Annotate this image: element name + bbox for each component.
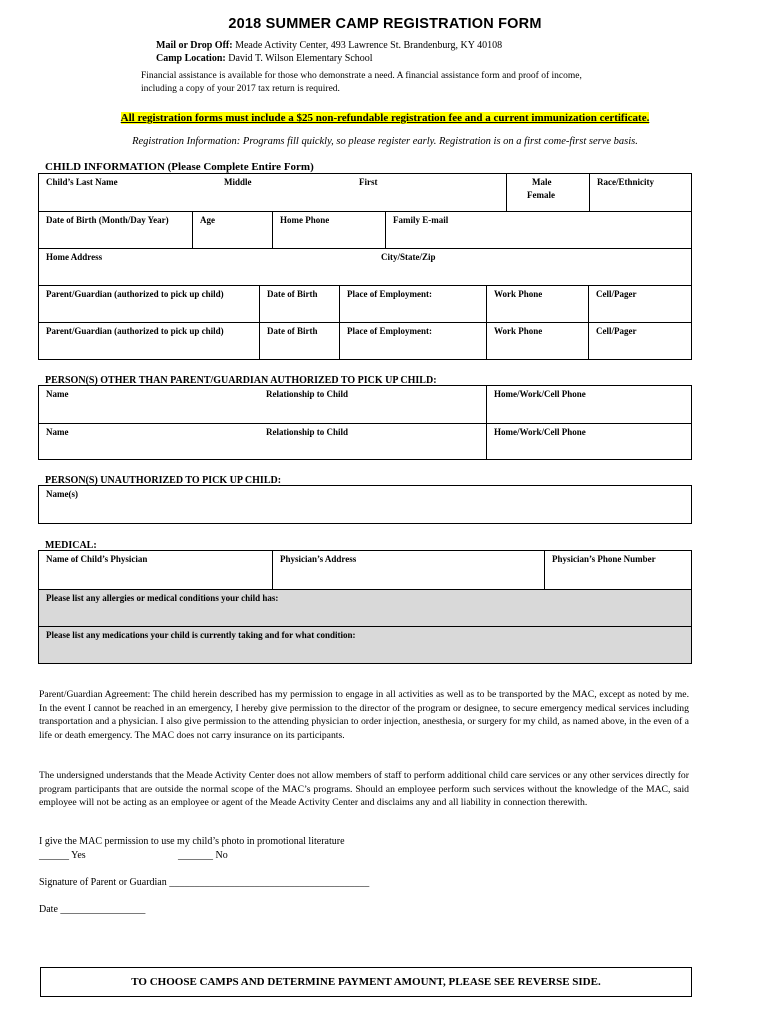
physician-address-label: Physician’s Address [280,554,357,564]
employment-cell[interactable] [339,286,486,322]
relationship-label: Relationship to Child [266,389,349,399]
cell-pager-label: Cell/Pager [596,326,637,336]
guardian-dob-label: Date of Birth [267,289,318,299]
child-info-title: CHILD INFORMATION (Please Complete Entire Form) [45,161,314,173]
camp-location: David T. Wilson Elementary School [228,52,373,64]
race-label: Race/Ethnicity [597,177,654,187]
physician-row [39,551,691,589]
fee-notice [0,108,770,126]
last-name-label: Child’s Last Name [46,177,118,187]
dob-row [39,211,691,248]
unauthorized-names-cell[interactable] [39,486,691,523]
city-state-zip-cell[interactable] [374,249,691,285]
work-phone-cell[interactable] [486,286,588,322]
home-phone-cell[interactable] [272,212,385,248]
contact-info [156,40,502,65]
dob-cell[interactable] [39,212,192,248]
relationship-cell[interactable] [259,424,486,460]
guardian-dob-cell[interactable] [259,323,339,359]
relationship-cell[interactable] [259,386,486,423]
home-address-label: Home Address [46,252,103,262]
medications-label: Please list any medications your child is currently taking and for what condition: [46,630,356,640]
guardian-label: Parent/Guardian (authorized to pick up child) [46,326,224,336]
age-label: Age [200,215,215,225]
physician-phone-label: Physician’s Phone Number [552,554,656,564]
family-email-cell[interactable] [385,212,691,248]
authorized-name-cell[interactable] [39,386,259,423]
signature-field[interactable]: Signature of Parent or Guardian ________________________________________ [39,877,370,888]
guardian-row-1 [39,285,691,322]
unauthorized-row [39,486,691,523]
child-name-row [39,174,691,211]
date-field[interactable]: Date _________________ [39,904,146,915]
authorized-phone-cell[interactable] [486,424,691,460]
employment-label: Place of Employment: [347,289,432,299]
address-row [39,248,691,285]
authorized-row-2 [39,423,691,460]
authorized-row-1 [39,386,691,423]
guardian-name-cell[interactable] [39,323,259,359]
middle-name-label: Middle [224,177,252,187]
medical-table [38,550,692,664]
financial-assistance-note [141,70,641,95]
gender-cell [506,174,589,211]
medications-row[interactable] [39,626,691,663]
work-phone-label: Work Phone [494,289,543,299]
guardian-dob-cell[interactable] [259,286,339,322]
guardian-label: Parent/Guardian (authorized to pick up child) [46,289,224,299]
unauthorized-title: PERSON(S) UNAUTHORIZED TO PICK UP CHILD: [45,475,282,486]
male-label: Male [532,177,552,187]
cell-pager-cell[interactable] [588,323,691,359]
cell-pager-label: Cell/Pager [596,289,637,299]
form-title: 2018 SUMMER CAMP REGISTRATION FORM [228,16,542,32]
physician-name-cell[interactable] [39,551,272,589]
financial-line-2: including a copy of your 2017 tax return is required. [141,83,340,94]
authorized-phone-label: Home/Work/Cell Phone [494,427,586,437]
liability-paragraph: The undersigned understands that the Meade Activity Center does not allow members of staff to perform additional child care services or any other services directly for program participants that are outside the normal scope of the MAC’s programs. Should an employee perform such services without the knowledge of the MAC, said employee will not be acting as an employee or agent of the Meade Activity Center and disclaims any and all liability in connection therewith. [39,770,689,808]
authorized-phone-cell[interactable] [486,386,691,423]
home-address-cell[interactable] [39,249,374,285]
employment-label: Place of Employment: [347,326,432,336]
mail-address: Meade Activity Center, 493 Lawrence St. Brandenburg, KY 40108 [235,40,503,51]
employment-cell[interactable] [339,323,486,359]
fee-notice-text: All registration forms must include a $25 non-refundable registration fee and a current immunization certificate. [120,112,650,124]
physician-name-label: Name of Child’s Physician [46,554,148,564]
photo-permission-text: I give the MAC permission to use my child’s photo in promotional literature [39,836,345,847]
cell-pager-cell[interactable] [588,286,691,322]
unauthorized-names-label: Name(s) [46,489,78,499]
camp-label: Camp Location: [156,52,226,64]
race-cell[interactable] [589,174,691,211]
authorized-name-label: Name [46,389,69,399]
physician-address-cell[interactable] [272,551,544,589]
authorized-name-cell[interactable] [39,424,259,460]
allergies-row[interactable] [39,589,691,626]
female-option[interactable] [527,190,559,200]
first-name-label: First [359,177,378,187]
photo-yes-field[interactable]: ______ Yes [39,850,86,861]
guardian-dob-label: Date of Birth [267,326,318,336]
work-phone-label: Work Phone [494,326,543,336]
guardian-row-2 [39,322,691,359]
reverse-side-notice: TO CHOOSE CAMPS AND DETERMINE PAYMENT AMOUNT, PLEASE SEE REVERSE SIDE. [40,967,692,997]
physician-phone-cell[interactable] [544,551,691,589]
family-email-label: Family E-mail [393,215,449,225]
authorized-phone-label: Home/Work/Cell Phone [494,389,586,399]
authorized-table [38,385,692,460]
financial-line-1: Financial assistance is available for those who demonstrate a need. A financial assistance form and proof of income, [141,71,582,81]
city-state-zip-label: City/State/Zip [381,252,436,262]
age-cell[interactable] [192,212,272,248]
agreement-paragraph: Parent/Guardian Agreement: The child herein described has my permission to engage in all activities as well as to be transported by the MAC, except as noted by me. In the event I cannot be reached in an emergency, I hereby give permission to the director of the program or designee, to secure emergency medical services including transportation and a physician. I also give permission to the attending physician to order injection, anesthesia, or surgery for my child, as named above, in the even of a life or death emergency. The MAC does not carry insurance on its participants. [39,689,689,741]
mail-label: Mail or Drop Off: [156,40,233,51]
work-phone-cell[interactable] [486,323,588,359]
registration-info: Registration Information: Programs fill quickly, so please register early. Registration is on a first come-first serve basis. [132,136,638,147]
dob-label: Date of Birth (Month/Day Year) [46,215,169,225]
male-option[interactable] [532,177,556,187]
relationship-label: Relationship to Child [266,427,349,437]
child-info-table [38,173,692,360]
authorized-title: PERSON(S) OTHER THAN PARENT/GUARDIAN AUTHORIZED TO PICK UP CHILD: [45,375,437,386]
guardian-name-cell[interactable] [39,286,259,322]
allergies-label: Please list any allergies or medical conditions your child has: [46,593,279,603]
unauthorized-table [38,485,692,524]
photo-no-field[interactable]: _______ No [178,850,228,861]
authorized-name-label: Name [46,427,69,437]
female-label: Female [527,190,555,200]
medical-title: MEDICAL: [45,540,97,551]
home-phone-label: Home Phone [280,215,330,225]
